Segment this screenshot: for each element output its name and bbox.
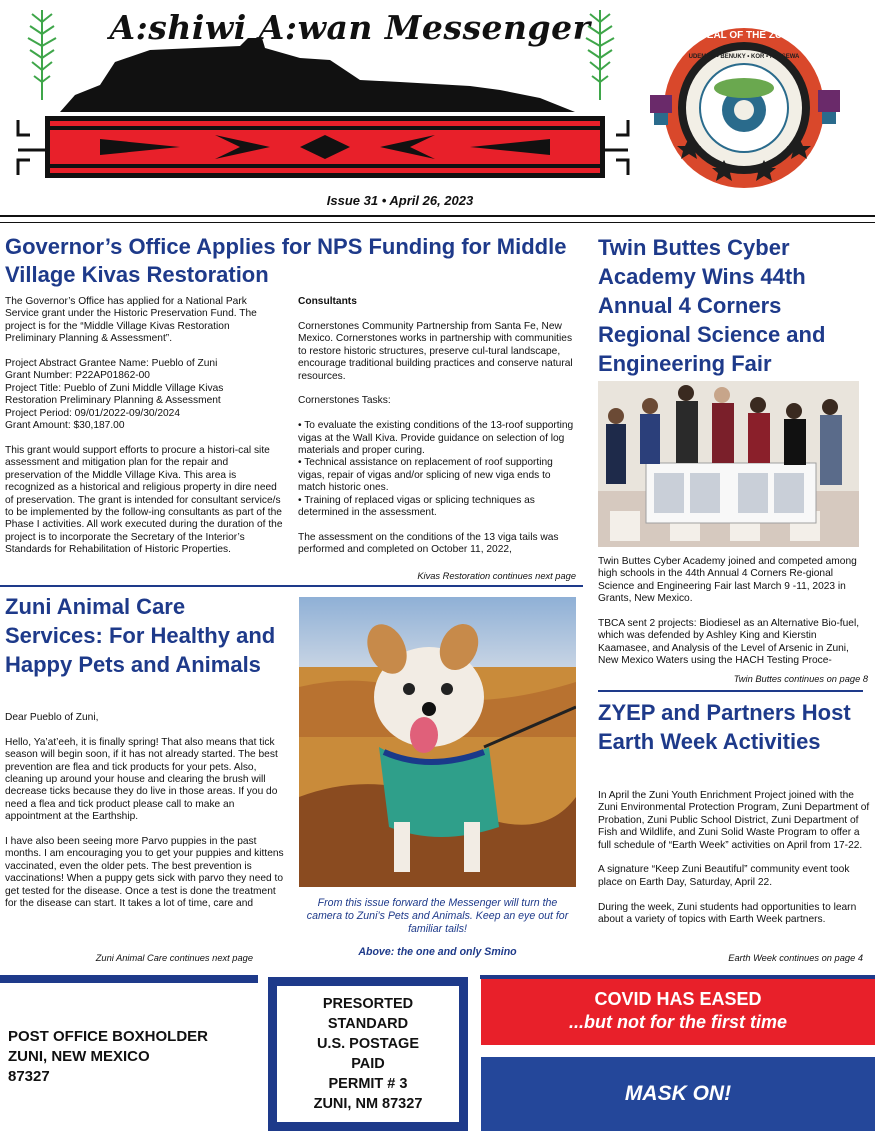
newspaper-title: A:shiwi A:wan Messenger (109, 8, 591, 47)
article-headline-animal-care: Zuni Animal Care Services: For Healthy and Happy Pets and Animals (5, 594, 276, 677)
mask-on-banner: MASK ON! (481, 1057, 875, 1131)
article-body-twin-buttes: Twin Buttes Cyber Academy joined and competed among high schools in the 44th Annual 4 Corners Re-gional Science and Engineering Fair last March 9 -11, 2023 in Grants, New Mexico. TBCA sent 2 projects: Biodiesel as an Alternative Bio-fuel, which was defended by Ashley King and Kierstin Kaamasee, and Analysis of the Level of Arsenic in Zuni, New Mexico Waters using the HACH Testing Proce- (598, 556, 860, 667)
divider (0, 215, 875, 217)
covid-subheadline: ...but not for the first time (569, 1012, 787, 1032)
seal-text: GREAT SEAL OF THE ZUNI TRIBE (663, 30, 825, 41)
zuni-tribe-seal (656, 20, 832, 196)
postage-text: PRESORTED STANDARD U.S. POSTAGE PAID PERMIT # 3 ZUNI, NM 87327 (275, 984, 461, 1124)
divider (0, 585, 583, 587)
continuation-note-twin-buttes: Twin Buttes continues on page 8 (733, 674, 868, 684)
issue-date: Issue 31 • April 26, 2023 (326, 193, 474, 208)
science-fair-photo (598, 381, 859, 547)
article-headline-earth-week: ZYEP and Partners Host Earth Week Activities (598, 700, 851, 754)
article-headline-kivas: Governor’s Office Applies for NPS Funding for Middle Village Kivas Restoration (5, 234, 567, 287)
mailing-address: POST OFFICE BOXHOLDER ZUNI, NEW MEXICO 87327 (8, 1028, 209, 1085)
continuation-note-animal-care: Zuni Animal Care continues next page (95, 953, 253, 963)
masthead-artwork (0, 0, 875, 225)
covid-headline: COVID HAS EASED (594, 989, 762, 1009)
article-body-kivas-col1: The Governor’s Office has applied for a National Park Service grant under the Historic Preservation Fund. The project is for the “Middle Village Kivas Restoration Preliminary Planning & Assessment”. Project Abstract Grantee Name: Pueblo of Zuni Grant Number: P22AP01862-00 Project Title: Pueblo of Zuni Middle Village Kivas Restoration Preliminary Planning & Assessment Project Period: 09/01/2022-09/30/2024 Grant Amount: $30,187.00 This grant would support efforts to procure a histori-cal site assessment and mitigation plan for the repair and preservation of the Middle Village Kiva. This area is recognized as a historical and religious property in dire need of preservation. The grant is intended for consultant service/s to be implemented by the follow-ing consultants as part of the Phase I activities. All work executed during the duration of the project is to incorporate the Secretary of the Interior’s Standards for Rehabilitation of Historic Properties. (5, 296, 283, 556)
covid-banner (481, 979, 875, 1045)
right-tree-icon (586, 10, 614, 100)
postage-indicia (268, 977, 468, 1131)
mesa-silhouette (60, 38, 575, 112)
article-body-animal-care: Dear Pueblo of Zuni, Hello, Ya’at’eeh, it is finally spring! That also means that tick season will begin soon, if it has not already started. The best prevention are flea and tick products for your pets. Also, cleaning up around your house and clearing the brush will decrease ticks because they do live in those areas. If you do need a flea and tick product please call to make an appointment at the Earthship. I have also been seeing more Parvo puppies in the past months. I am encouraging you to get your puppies and kittens vaccinated, even the older pets. The best prevention is vaccinations! When a puppy gets sick with parvo they need to get tested for the disease. Once a test is done the treatment for the disease can start. It takes a lot of time, care and (5, 712, 284, 910)
divider (0, 222, 875, 223)
divider (598, 690, 863, 692)
article-body-earth-week: In April the Zuni Youth Enrichment Project joined with the Zuni Environmental Protection Program, Zuni Department of Probation, Zuni Public School District, Zuni Department of Fish and Wildlife, and Zuni Solid Waste Program to offer a full schedule of “Earth Week” activities on April from 17-22. A signature “Keep Zuni Beautiful” community event took place on Earth Day, Saturday, April 22. During the week, Zuni students had opportunities to learn about a variety of topics with Earth Week partners. (598, 790, 870, 926)
footer-bar-left (0, 975, 258, 983)
dog-photo (299, 597, 576, 887)
article-subheading-consultants: Consultants (298, 296, 357, 307)
continuation-note-kivas: Kivas Restoration continues next page (417, 571, 576, 581)
photo-caption-subject: Above: the one and only Smino (358, 946, 517, 958)
continuation-note-earth-week: Earth Week continues on page 4 (728, 953, 863, 963)
seal-ring-text: UDEMAN • BENUKY • KOR • HATSEWA (688, 54, 800, 60)
photo-caption: From this issue forward the Messenger will turn the camera to Zuni’s Pets and Animals. Keep an eye out for familiar tails! (306, 897, 569, 935)
left-tree-icon (28, 10, 56, 100)
article-headline-twin-buttes: Twin Buttes Cyber Academy Wins 44th Annual 4 Corners Regional Science and Engineering Fair (598, 235, 826, 376)
article-body-kivas-col2: Cornerstones Community Partnership from Santa Fe, New Mexico. Cornerstones works in partnership with communities to restore historic structures, preserve cul-tural landscape, encourage traditional building practices and conserve natural resources. Cornerstones Tasks: • To evaluate the existing conditions of the 13-roof supporting vigas at the Wall Kiva. Provide guidance on selection of log materials and proper curing. • Technical assistance on replacement of roof supporting vigas, repair of vigas and/or splicing of new viga ends to match historic ones. • Training of replaced vigas or splicing techniques as determined in the assessment. The assessment on the conditions of the 13 viga tails was performed and completed on October 11, 2022, (298, 321, 574, 556)
